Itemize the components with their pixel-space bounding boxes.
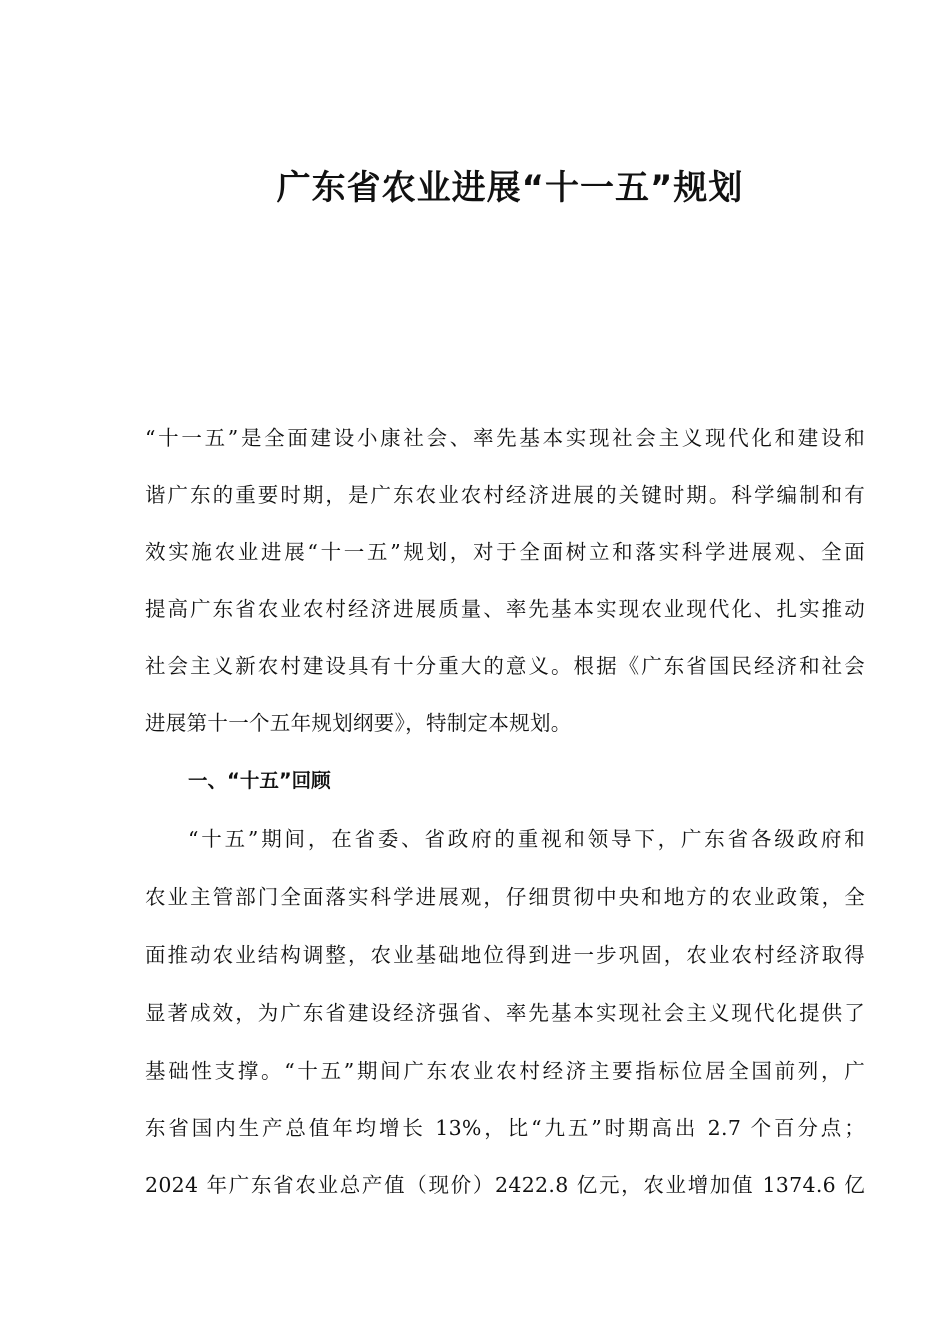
section1-line-4: 显著成效，为广东省建设经济强省、率先基本实现社会主义现代化提供了: [145, 1001, 865, 1025]
section1-line-6: 东省国内生产总值年均增长 13%，比“九五”时期高出 2.7 个百分点；: [145, 1116, 865, 1140]
intro-line-5: 社会主义新农村建设具有十分重大的意义。根据《广东省国民经济和社会: [145, 654, 865, 678]
section1-line-1: “十五”期间，在省委、省政府的重视和领导下，广东省各级政府和: [188, 827, 865, 851]
section1-line-5: 基础性支撑。“十五”期间广东农业农村经济主要指标位居全国前列，广: [145, 1059, 865, 1083]
intro-line-1: “十一五”是全面建设小康社会、率先基本实现社会主义现代化和建设和: [145, 426, 865, 450]
section1-line-3: 面推动农业结构调整，农业基础地位得到进一步巩固，农业农村经济取得: [145, 943, 865, 967]
intro-line-4: 提高广东省农业农村经济进展质量、率先基本实现农业现代化、扎实推动: [145, 597, 865, 621]
section1-line-2: 农业主管部门全面落实科学进展观，仔细贯彻中央和地方的农业政策，全: [145, 885, 865, 909]
document-title: 广东省农业进展“十一五”规划: [276, 168, 744, 208]
section-heading-review: 一、“十五”回顾: [188, 769, 331, 792]
intro-line-2: 谐广东的重要时期，是广东农业农村经济进展的关键时期。科学编制和有: [145, 483, 865, 507]
intro-line-3: 效实施农业进展“十一五”规划，对于全面树立和落实科学进展观、全面: [145, 540, 865, 564]
intro-line-6: 进展第十一个五年规划纲要》，特制定本规划。: [145, 711, 572, 735]
section1-line-7: 2024 年广东省农业总产值（现价）2422.8 亿元，农业增加值 1374.6 亿: [145, 1173, 865, 1197]
